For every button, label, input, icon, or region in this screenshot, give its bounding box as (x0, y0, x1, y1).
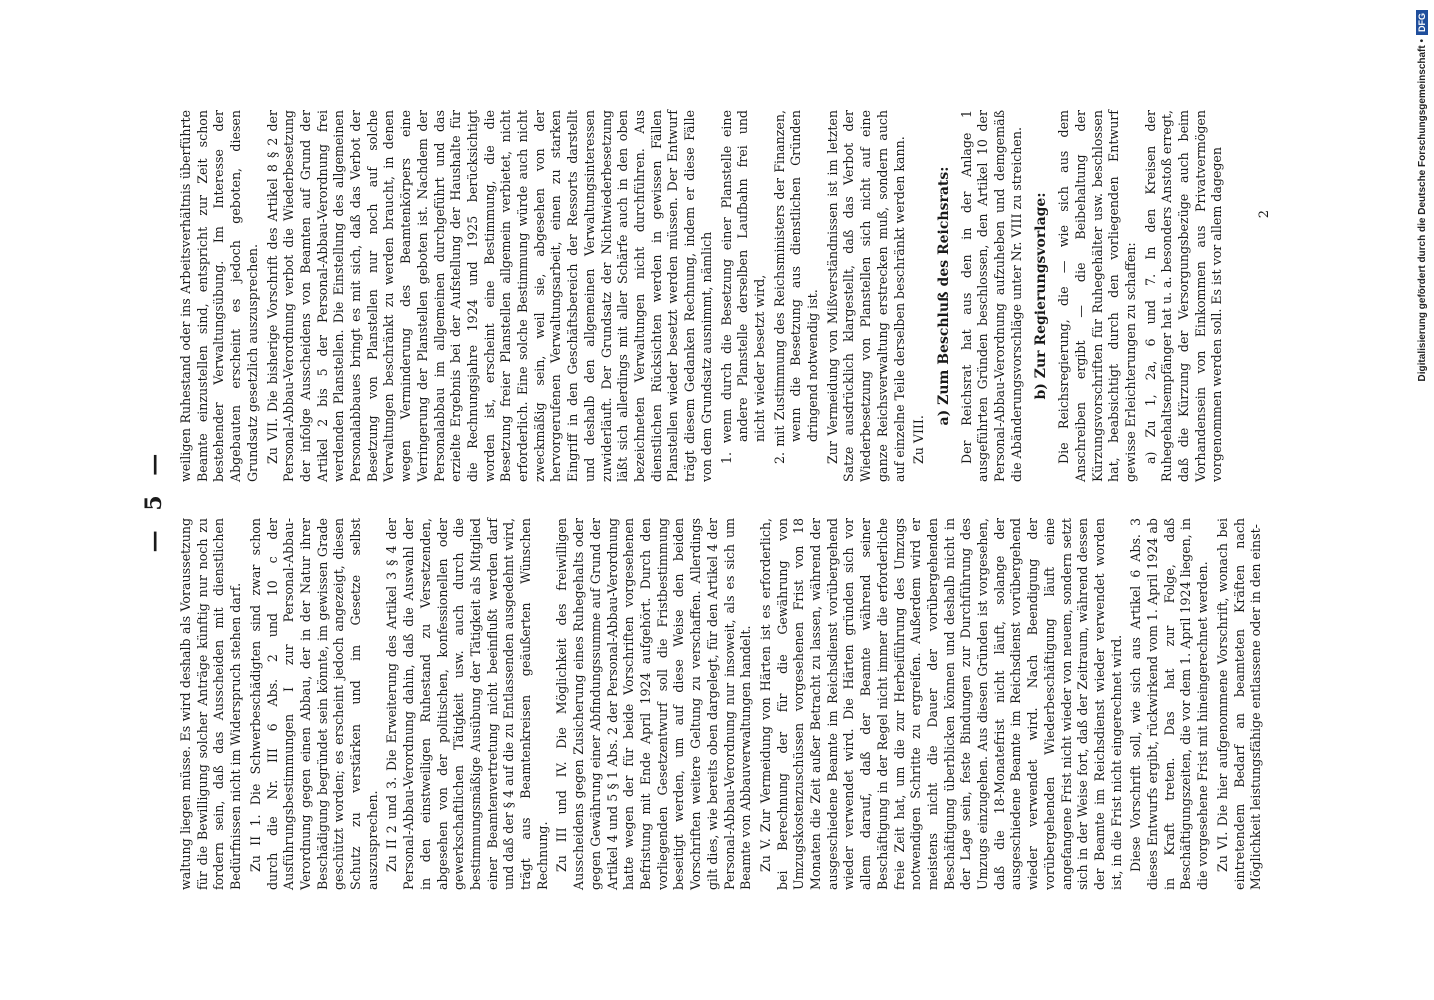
text-columns (178, 110, 1268, 890)
paragraph: Zu II 1. Die Schwerbeschädigten sind zwar schon durch die Nr. III 6 Abs. 2 und 10 c der Ausführungsbestimmungen I zur Personal-Abbau-Verordnung gegen einen Abbau, der in der Natur ihrer Beschädigung begründet sein könnte, im gewissen Grade geschützt worden; es erscheint jedoch angezeigt, diesen Schutz zu verstärken und im Gesetze selbst auszusprechen. (247, 518, 380, 890)
document-page (100, 50, 1300, 950)
list-item: 1. wenn durch die Besetzung einer Planstelle eine andere Planstelle derselben Laufbahn frei und nicht wieder besetzt wird, (718, 110, 767, 464)
paragraph: Der Reichsrat hat aus den in der Anlage 1 ausgeführten Gründen beschlossen, den Artikel 10 der Personal-Abbau-Verordnung aufzuheben und demgemäß die Abänderungsvorschläge unter Nr. VIII zu streichen. (958, 110, 1024, 482)
list-item: 2. mit Zustimmung des Reichsministers der Finanzen, wenn die Besetzung aus dienstlichen Gründen dringend notwendig ist. (771, 110, 821, 464)
paragraph: Diese Vorschrift soll, wie sich aus Artikel 6 Abs. 3 dieses Entwurfs ergibt, rückwirkend vom 1. April 1924 ab in Kraft treten. Das hat zur Folge, daß Beschäftigungszeiten, die vor dem 1. April 1924 liegen, in die vorgesehene Frist mit hineingerechnet werden. (1128, 518, 1211, 890)
paragraph: Zu V. Zur Vermeidung von Härten ist es erforderlich, bei Berechnung der für die Gewährung von Umzugskostenzuschüssen vorgesehenen Frist von 18 Monaten die Zeit außer Betracht zu lassen, während der ausgeschiedene Beamte im Reichsdienst vorübergehend wieder verwendet wird. Die Härten gründen sich vor allem darauf, daß der Beamte während seiner Beschäftigung in der Regel nicht immer die erforderliche freie Zeit hat, um die zur Herbeiführung des Umzugs notwendigen Schritte zu ergreifen. Außerdem wird er meistens nicht die Dauer der vorübergehenden Beschäftigung überblicken können und deshalb nicht in der Lage sein, feste Bindungen zur Durchführung des Umzugs einzugehen. Aus diesen Gründen ist vorgesehen, daß die 18-Monatefrist nicht läuft, solange der ausgeschiedene Beamte im Reichsdienst vorübergehend wieder verwendet wird. Nach Beendigung der vorübergehenden Wiederbeschäftigung läuft eine angefangene Frist nicht wieder von neuem, sondern setzt sich in der Weise fort, daß der Zeitraum, während dessen der Beamte im Reichsdienst wieder verwendet worden ist, in die Frist nicht eingerechnet wird. (757, 518, 1124, 890)
paragraph: Zur Vermeidung von Mißverständnissen ist im letzten Satze ausdrücklich klargestellt, daß das Verbot der Wiederbesetzung von Planstellen sich nicht auf eine ganze Reichsverwaltung erstrecken muß, sondern auch auf einzelne Teile derselben beschränkt werden kann. (824, 110, 907, 482)
section-heading: a) Zum Beschluß des Reichsrats: (935, 166, 952, 426)
paragraph: Zu III und IV. Die Möglichkeit des freiwilligen Ausscheidens gegen Zusicherung eines Ruhegehalts oder gegen Gewährung einer Abfindungssumme auf Grund der Artikel 4 und 5 § 1 Abs. 2 der Personal-Abbau-Verordnung hatte wegen der für beide Vorschriften vorgesehenen Befristung mit Ende April 1924 aufgehört. Durch den vorliegenden Gesetzentwurf soll die Fristbestimmung beseitigt werden, um auf diese Weise den beiden Vorschriften weitere Geltung zu verschaffen. Allerdings gilt dies, wie bereits oben dargelegt, für den Artikel 4 der Personal-Abbau-Verordnung nur insoweit, als es sich um Beamte von Abbauverwaltungen handelt. (554, 518, 754, 890)
dfg-logo: DFG (1416, 10, 1428, 35)
paragraph: a) Zu 1, 2a, 6 und 7. In den Kreisen der Ruhegehaltsempfänger hat u. a. besonders Anstoß erregt, daß die Kürzung der Versorgungsbezüge auch beim Vorhandensein von Einkommen aus Privatvermögen vorgenommen werden soll. Es ist vor allem dagegen (1142, 110, 1225, 482)
paragraph: Zu VI. Die hier aufgenommene Vorschrift, wonach bei eintretendem Bedarf an beamteten Kräften nach Möglichkeit leistungsfähige entlassene oder in den einst- (1214, 518, 1264, 890)
paragraph: Zu II 2 und 3. Die Erweiterung des Artikel 3 § 4 der Personal-Abbau-Verordnung dahin, daß die Auswahl der in den einstweiligen Ruhestand zu Versetzenden, abgesehen von der politischen, konfessionellen oder gewerkschaftlichen Tätigkeit usw. auch durch die bestimmungsmäßige Ausübung der Tätigkeit als Mitglied einer Beamtenvertretung nicht beeinflußt werden darf und daß der § 4 auf die zu Entlassenden ausgedehnt wird, trägt aus Beamtenkreisen geäußerten Wünschen Rechnung. (384, 517, 550, 890)
paragraph: waltung liegen müsse. Es wird deshalb als Voraussetzung für die Bewilligung solcher Anträge künftig nur noch zu fordern sein, daß das Ausscheiden mit dienstlichen Bedürfnissen nicht im Widerspruch stehen darf. (178, 518, 244, 890)
page-header: — 5 — (141, 447, 167, 553)
paragraph: weiligen Ruhestand oder ins Arbeitsverhältnis überführte Beamte einzustellen sind, entspricht zur Zeit schon bestehender Verwaltungsübung. Im Interesse der Abgebauten erscheint es jedoch geboten, diesen Grundsatz gesetzlich auszusprechen. (178, 110, 260, 482)
stamp-text-row (1412, 10, 1432, 990)
paragraph: Die Reichsregierung, die — wie sich aus dem Anschreiben ergibt — die Beibehaltung der Kürzungsvorschriften für Ruhegehälter usw. beschlossen hat, beabsichtigt durch den vorliegenden Entwurf gewisse Erleichterungen zu schaffen: (1056, 110, 1138, 482)
right-column (178, 110, 1268, 482)
left-column (178, 518, 1268, 890)
stamp-text: Digitalisierung gefördert durch die Deutsche Forschungsgemeinschaft • (1416, 39, 1428, 382)
section-heading: b) Zur Regierungsvorlage: (1033, 192, 1050, 400)
digitization-stamp (1412, 10, 1432, 990)
section-label: Zu VIII. (911, 415, 927, 464)
paragraph: Zu VII. Die bisherige Vorschrift des Artikel 8 § 2 der Personal-Abbau-Verordnung verbot die Wiederbesetzung der infolge Ausscheidens von Beamten auf Grund der Artikel 2 bis 5 der Personal-Abbau-Verordnung frei werdenden Planstellen. Die Einstellung des allgemeinen Personalabbaues bringt es mit sich, daß das Verbot der Besetzung von Planstellen nur noch auf solche Verwaltungen beschränkt zu werden braucht, in denen wegen Verminderung des Beamtenkörpers eine Verringerung der Planstellen geboten ist. Nachdem der Personalabbau im allgemeinen durchgeführt und das erzielte Ergebnis bei der Aufstellung der Haushalte für die Rechnungsjahre 1924 und 1925 berücksichtigt worden ist, erscheint eine Bestimmung, die die Besetzung freier Planstellen allgemein verbietet, nicht erforderlich. Eine solche Bestimmung würde auch nicht zweckmäßig sein, weil sie, abgesehen von der hervorgerufenen Verwaltungsarbeit, einen zu starken Eingriff in den Geschäftsbereich der Ressorts darstellt und deshalb den allgemeinen Verwaltungsinteressen zuwiderläuft. Der Grundsatz der Nichtwiederbesetzung läßt sich allerdings mit aller Schärfe auch in den oben bezeichneten Verwaltungen nicht durchführen. Aus dienstlichen Rücksichten werden in gewissen Fällen Planstellen wieder besetzt werden müssen. Der Entwurf trägt diesem Gedanken Rechnung, indem er diese Fälle von dem Grundsatz ausnimmt, nämlich (264, 110, 714, 482)
page-number: 2 (1257, 210, 1272, 219)
